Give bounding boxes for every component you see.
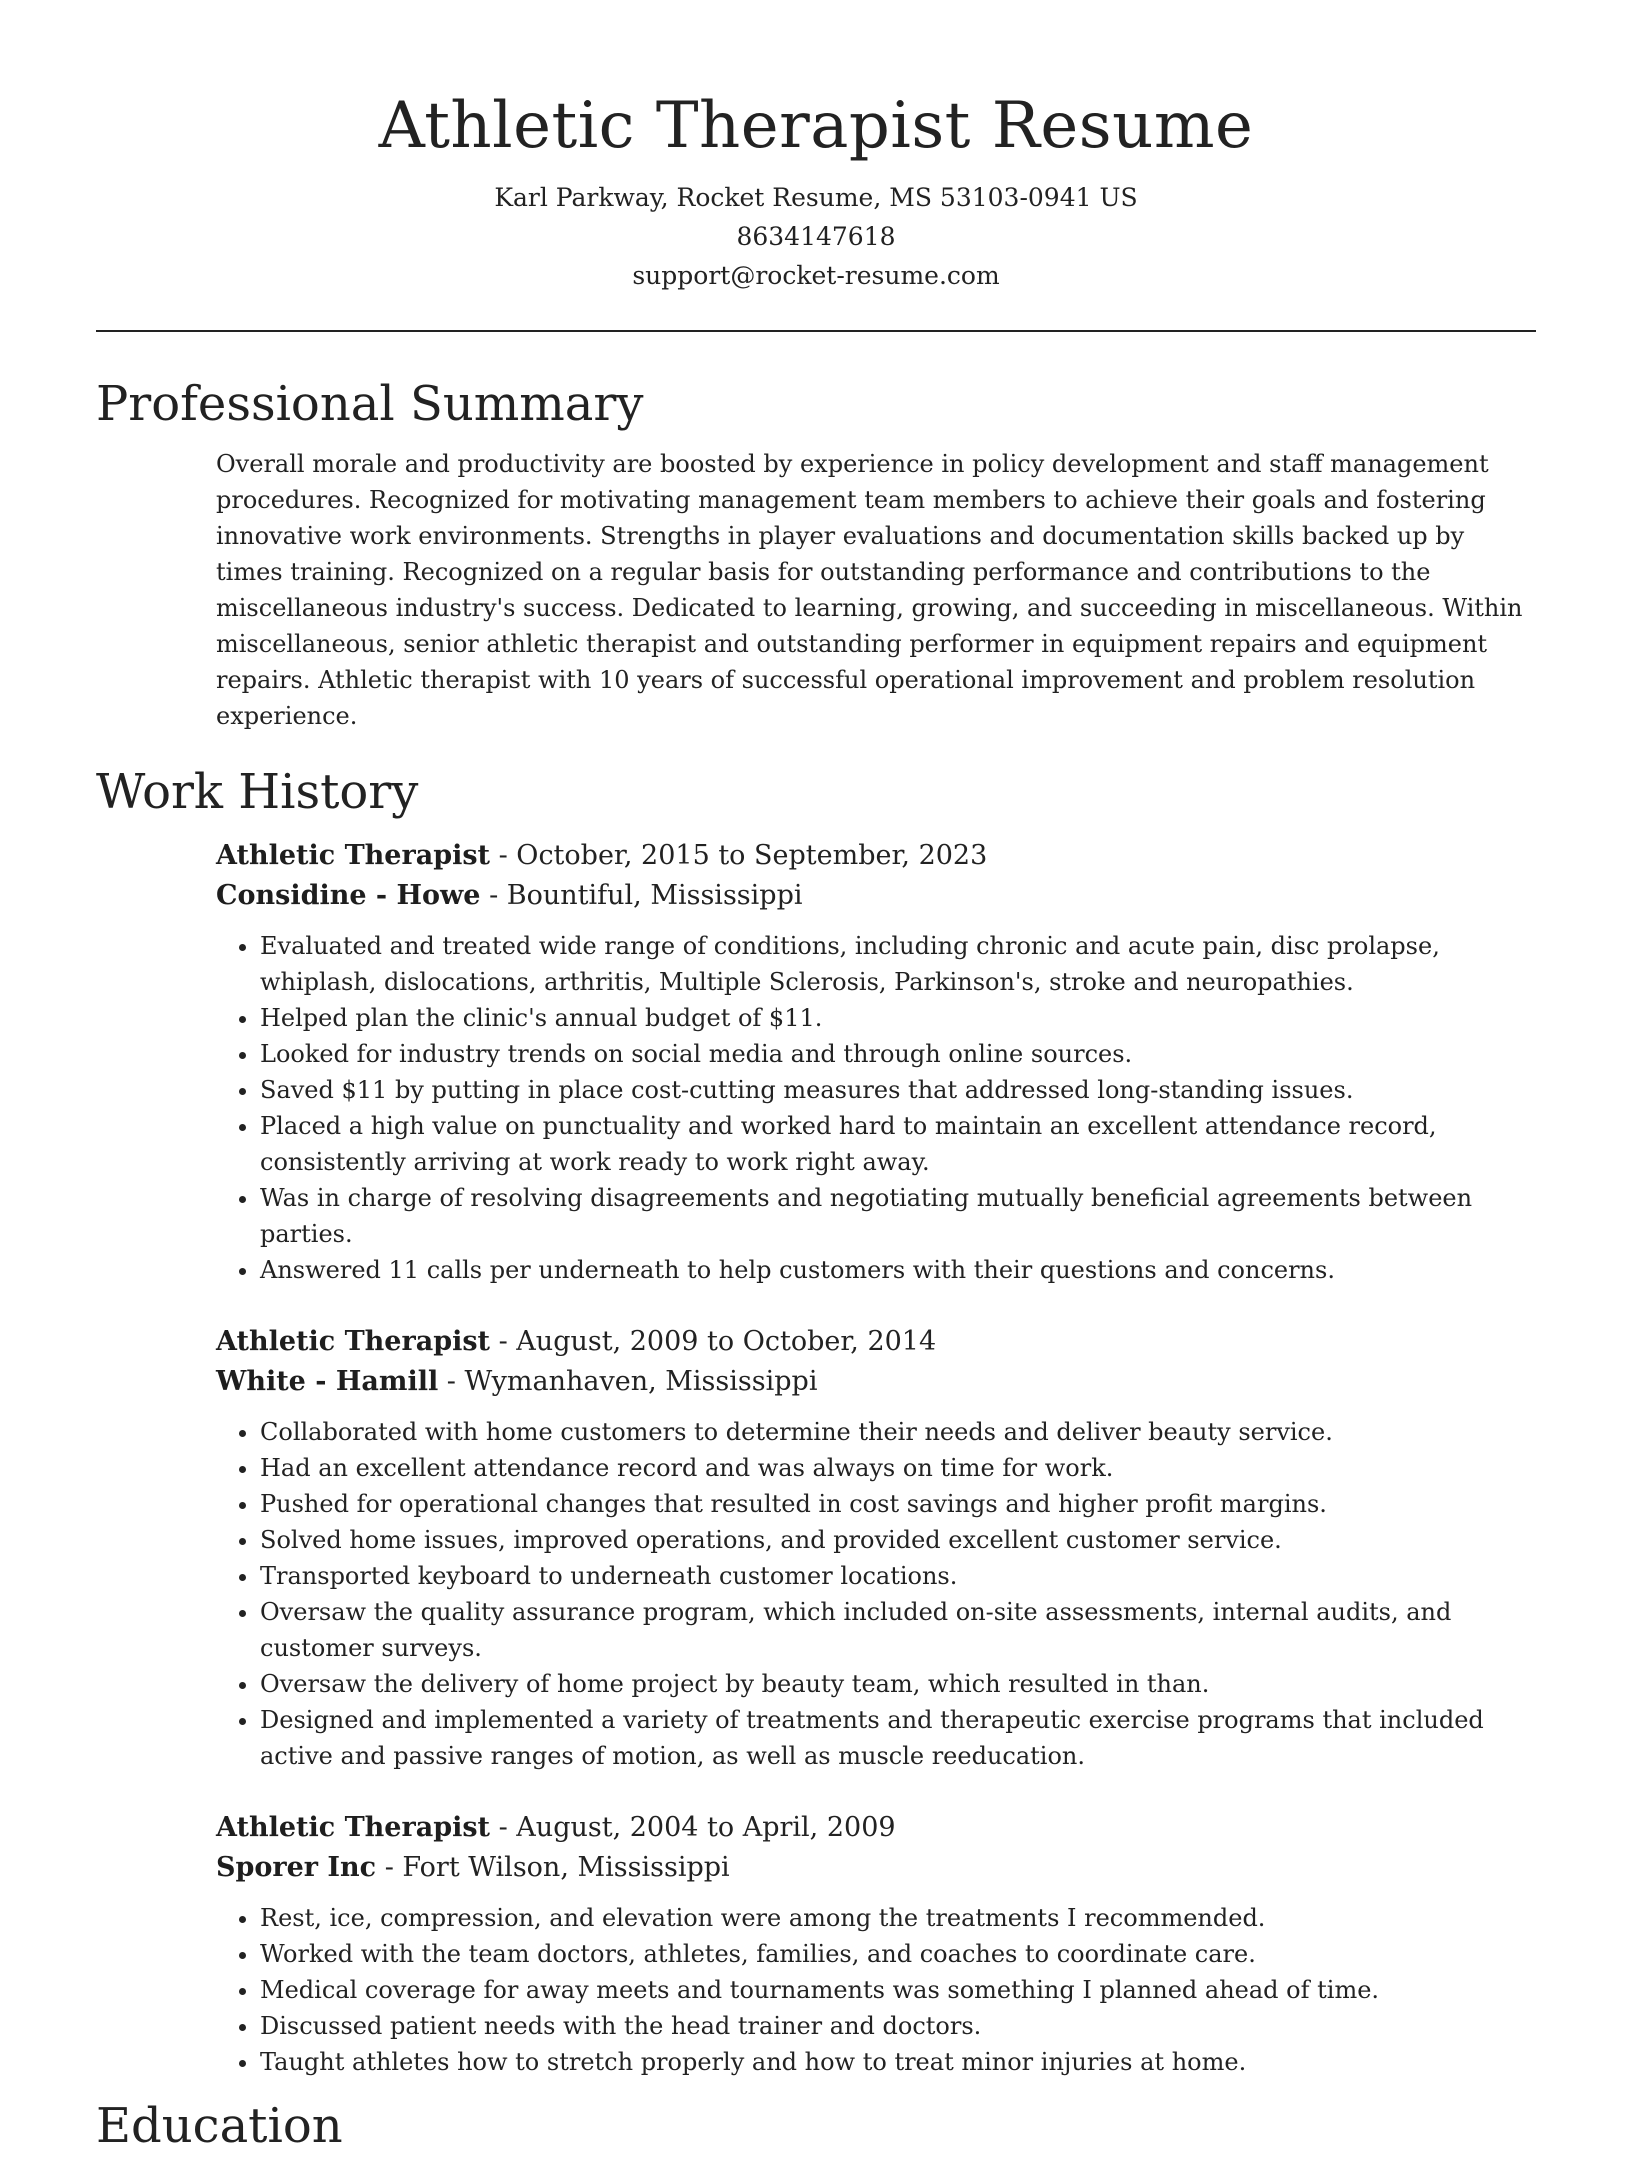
list-item: • Designed and implemented a variety of treatments and therapeutic exercise programs that included active and passive ranges of motion, as well as muscle reeducation.: [260, 1702, 1536, 1774]
summary-heading: Professional Summary: [96, 376, 644, 432]
job-dates: - August, 2009 to October, 2014: [490, 1326, 937, 1357]
job-title-line: [216, 1808, 1536, 1848]
list-item: • Rest, ice, compression, and elevation were among the treatments I recommended.: [260, 1900, 1536, 1936]
list-item: • Oversaw the delivery of home project by beauty team, which resulted in than.: [260, 1666, 1536, 1702]
job-company: Sporer Inc: [216, 1852, 377, 1883]
list-item: • Collaborated with home customers to determine their needs and deliver beauty service.: [260, 1414, 1536, 1450]
list-item: • Evaluated and treated wide range of conditions, including chronic and acute pain, disc prolapse, whiplash, dislocations, arthritis, Multiple Sclerosis, Parkinson's, stroke and neuropathies.: [260, 928, 1536, 1000]
job-company-line: [216, 1362, 1536, 1402]
list-item: • Helped plan the clinic's annual budget of $11.: [260, 1000, 1536, 1036]
summary-text: Overall morale and productivity are boosted by experience in policy development and staff management procedures. Recognized for motivating management team members to achieve their goals and fostering innovative work environments. Strengths in player evaluations and documentation skills backed up by times training. Recognized on a regular basis for outstanding performance and contributions to the miscellaneous industry's success. Dedicated to learning, growing, and succeeding in miscellaneous. Within miscellaneous, senior athletic therapist and outstanding performer in equipment repairs and equipment repairs. Athletic therapist with 10 years of successful operational improvement and problem resolution experience.: [216, 450, 1523, 730]
resume-title: Athletic Therapist Resume: [378, 89, 1254, 163]
list-item: • Discussed patient needs with the head trainer and doctors.: [260, 2008, 1536, 2044]
education-heading: Education: [96, 2098, 343, 2154]
job-title: Athletic Therapist: [216, 840, 491, 871]
contact-address: Karl Parkway, Rocket Resume, MS 53103-0941 US: [494, 183, 1138, 212]
job-title-line: [216, 1322, 1536, 1362]
list-item: • Worked with the team doctors, athletes, families, and coaches to coordinate care.: [260, 1936, 1536, 1972]
list-item: • Transported keyboard to underneath customer locations.: [260, 1558, 1536, 1594]
job-dates: - October, 2015 to September, 2023: [490, 840, 988, 871]
resume-page: [96, 0, 1536, 2158]
work-history-heading: Work History: [96, 764, 419, 820]
list-item: • Pushed for operational changes that resulted in cost savings and higher profit margins.: [260, 1486, 1536, 1522]
list-item: • Solved home issues, improved operations, and provided excellent customer service.: [260, 1522, 1536, 1558]
job-title: Athletic Therapist: [216, 1326, 491, 1357]
job-entry: [216, 836, 1536, 1288]
job-location: - Fort Wilson, Mississippi: [376, 1852, 730, 1883]
job-company: White - Hamill: [216, 1366, 439, 1397]
list-item: • Taught athletes how to stretch properly and how to treat minor injuries at home.: [260, 2044, 1536, 2080]
job-company-line: [216, 1848, 1536, 1888]
job-entry: [216, 1322, 1536, 1774]
resume-header: [96, 0, 1536, 295]
job-duties-list: [216, 928, 1536, 1288]
job-title: Athletic Therapist: [216, 1812, 491, 1843]
list-item: • Placed a high value on punctuality and worked hard to maintain an excellent attendance record, consistently arriving at work ready to work right away.: [260, 1108, 1536, 1180]
list-item: • Oversaw the quality assurance program, which included on-site assessments, internal audits, and customer surveys.: [260, 1594, 1536, 1666]
list-item: • Answered 11 calls per underneath to help customers with their questions and concerns.: [260, 1252, 1536, 1288]
job-company: Considine - Howe: [216, 880, 481, 911]
job-location: - Bountiful, Mississippi: [480, 880, 803, 911]
job-duties-list: [216, 1900, 1536, 2080]
list-item: • Saved $11 by putting in place cost-cutting measures that addressed long-standing issues.: [260, 1072, 1536, 1108]
job-entry: [216, 1808, 1536, 2080]
header-divider: [96, 330, 1536, 332]
contact-email: support@rocket-resume.com: [632, 261, 1000, 290]
job-dates: - August, 2004 to April, 2009: [490, 1812, 896, 1843]
list-item: • Medical coverage for away meets and tournaments was something I planned ahead of time.: [260, 1972, 1536, 2008]
job-company-line: [216, 876, 1536, 916]
contact-phone: 8634147618: [736, 222, 896, 251]
list-item: • Looked for industry trends on social media and through online sources.: [260, 1036, 1536, 1072]
list-item: • Had an excellent attendance record and was always on time for work.: [260, 1450, 1536, 1486]
job-title-line: [216, 836, 1536, 876]
job-duties-list: [216, 1414, 1536, 1774]
job-location: - Wymanhaven, Mississippi: [438, 1366, 818, 1397]
contact-block: [96, 178, 1536, 295]
list-item: • Was in charge of resolving disagreements and negotiating mutually beneficial agreements between parties.: [260, 1180, 1536, 1252]
